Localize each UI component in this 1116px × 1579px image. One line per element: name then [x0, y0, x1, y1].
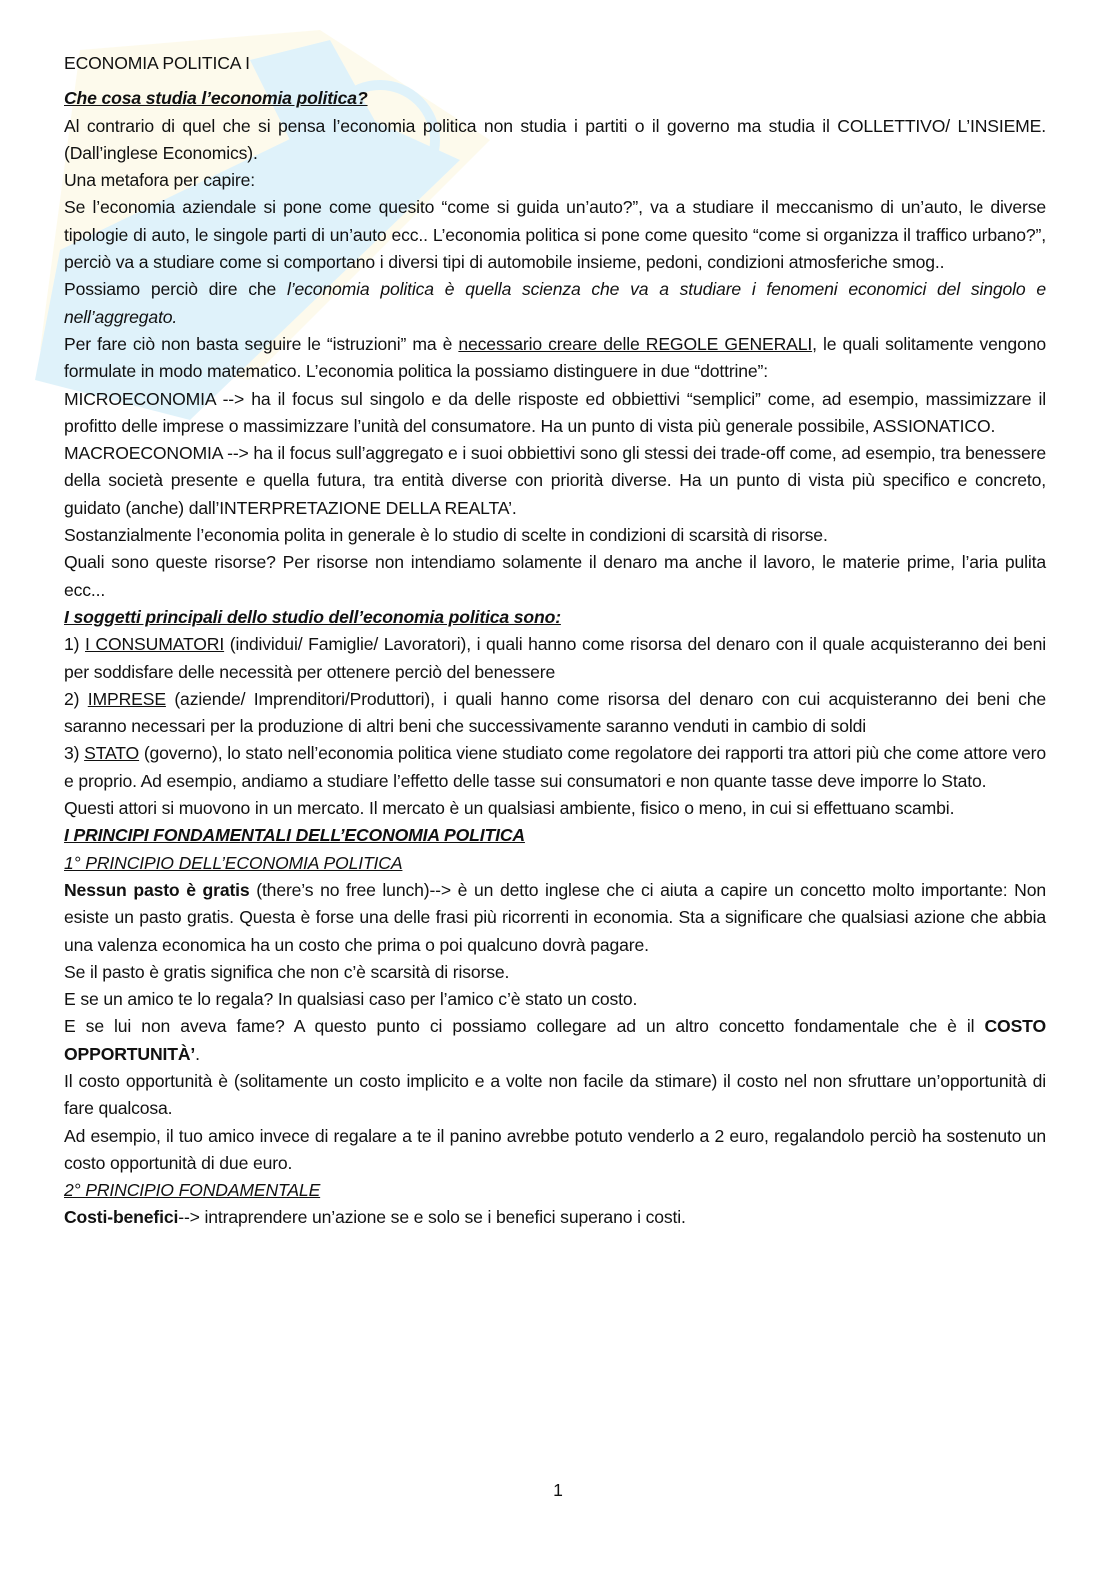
paragraph: Quali sono queste risorse? Per risorse non intendiamo solamente il denaro ma anche il lavoro, le materie prime, l’aria pulita ecc... — [64, 552, 1046, 600]
paragraph: Se il pasto è gratis significa che non c’è scarsità di risorse. — [64, 961, 510, 982]
document-body — [64, 50, 1046, 1232]
paragraph-microeconomia: MICROECONOMIA --> ha il focus sul singolo e da delle risposte ed obbiettivi “semplici” come, ad esempio, massimizzare il profitto delle imprese o massimizzare l’unità del consumatore. Ha un punto di vista più generale possibile, ASSIONATICO. — [64, 388, 1046, 436]
paragraph: Se l’economia aziendale si pone come quesito “come si guida un’auto?”, va a studiare il meccanismo di un’auto, le diverse tipologie di auto, le singole parti di un’auto ecc.. L’economia politica si pone come quesito “come si organizza il traffico urbano?”, perciò va a studiare come si comportano i diversi tipi di automobile insieme, pedoni, condizioni atmosferiche smog.. — [64, 197, 1046, 273]
paragraph: E se un amico te lo regala? In qualsiasi caso per l’amico c’è stato un costo. — [64, 989, 638, 1010]
paragraph: E se lui non aveva fame? A questo punto ci possiamo collegare ad un altro concetto fondamentale che è il COSTO OPPORTUNITÀ’. — [64, 1016, 1046, 1064]
paragraph: Nessun pasto è gratis (there’s no free lunch)--> è un detto inglese che ci aiuta a capire un concetto molto importante: Non esiste un pasto gratis. Questa è forse una delle frasi più ricorrenti in economia. Sta a significare che qualsiasi azione che abbia una valenza economica ha un costo che prima o poi qualcuno dovrà pagare. — [64, 879, 1047, 955]
paragraph: Possiamo perciò dire che l’economia politica è quella scienza che va a studiare i fenomeni economici del singolo e nell’aggregato. — [64, 279, 1046, 327]
section-heading: I soggetti principali dello studio dell’economia politica sono: — [64, 606, 561, 627]
list-item: 1) I CONSUMATORI (individui/ Famiglie/ Lavoratori), i quali hanno come risorsa del denaro con il quale acquisteranno dei beni per soddisfare delle necessità per ottenere perciò del benessere — [64, 634, 1046, 682]
page-number: 1 — [553, 1480, 563, 1500]
paragraph: Sostanzialmente l’economia polita in generale è lo studio di scelte in condizioni di scarsità di risorse. — [64, 525, 828, 546]
paragraph-macroeconomia: MACROECONOMIA --> ha il focus sull’aggregato e i suoi obbiettivi sono gli stessi dei trade-off come, ad esempio, tra benessere della società presente e quella futura, tra entità diverse con priorità diverse. Ha un punto di vista più specifico e concreto, guidato (anche) dall’INTERPRETAZIONE DELLA REALTA’. — [64, 443, 1046, 518]
paragraph: Per fare ciò non basta seguire le “istruzioni” ma è necessario creare delle REGOLE GENERALI, le quali solitamente vengono formulate in modo matematico. L’economia politica la possiamo distinguere in due “dottrine”: — [64, 333, 1046, 382]
list-item: 2) IMPRESE (aziende/ Imprenditori/Produttori), i quali hanno come risorsa del denaro con cui acquisteranno dei beni che saranno necessari per la produzione di altri beni che successivamente saranno venduti in cambio di soldi — [64, 688, 1046, 737]
subsection-heading: 2° PRINCIPIO FONDAMENTALE — [64, 1180, 321, 1201]
section-heading: I PRINCIPI FONDAMENTALI DELL’ECONOMIA POLITICA — [64, 825, 525, 846]
paragraph: Costi-benefici--> intraprendere un’azione se e solo se i benefici superano i costi. — [64, 1207, 686, 1228]
paragraph: Una metafora per capire: — [64, 170, 256, 191]
section-heading: Che cosa studia l’economia politica? — [64, 88, 368, 109]
list-item: 3) STATO (governo), lo stato nell’economia politica viene studiato come regolatore dei rapporti tra attori più che come attore vero e proprio. Ad esempio, andiamo a studiare l’effetto delle tasse sui consumatori e non quante tasse deve imporre lo Stato. — [64, 743, 1046, 791]
document-title: ECONOMIA POLITICA I — [64, 53, 250, 73]
subsection-heading: 1° PRINCIPIO DELL’ECONOMIA POLITICA — [64, 852, 403, 873]
paragraph: Il costo opportunità è (solitamente un costo implicito e a volte non facile da stimare) il costo nel non sfruttare un’opportunità di fare qualcosa. — [64, 1070, 1046, 1119]
paragraph: Al contrario di quel che si pensa l’economia politica non studia i partiti o il governo ma studia il COLLETTIVO/ L’INSIEME. (Dall’inglese Economics). — [64, 115, 1046, 163]
paragraph: Ad esempio, il tuo amico invece di regalare a te il panino avrebbe potuto venderlo a 2 euro, regalandolo perciò ha sostenuto un costo opportunità di due euro. — [64, 1125, 1046, 1173]
paragraph: Questi attori si muovono in un mercato. Il mercato è un qualsiasi ambiente, fisico o meno, in cui si effettuano scambi. — [64, 798, 955, 819]
